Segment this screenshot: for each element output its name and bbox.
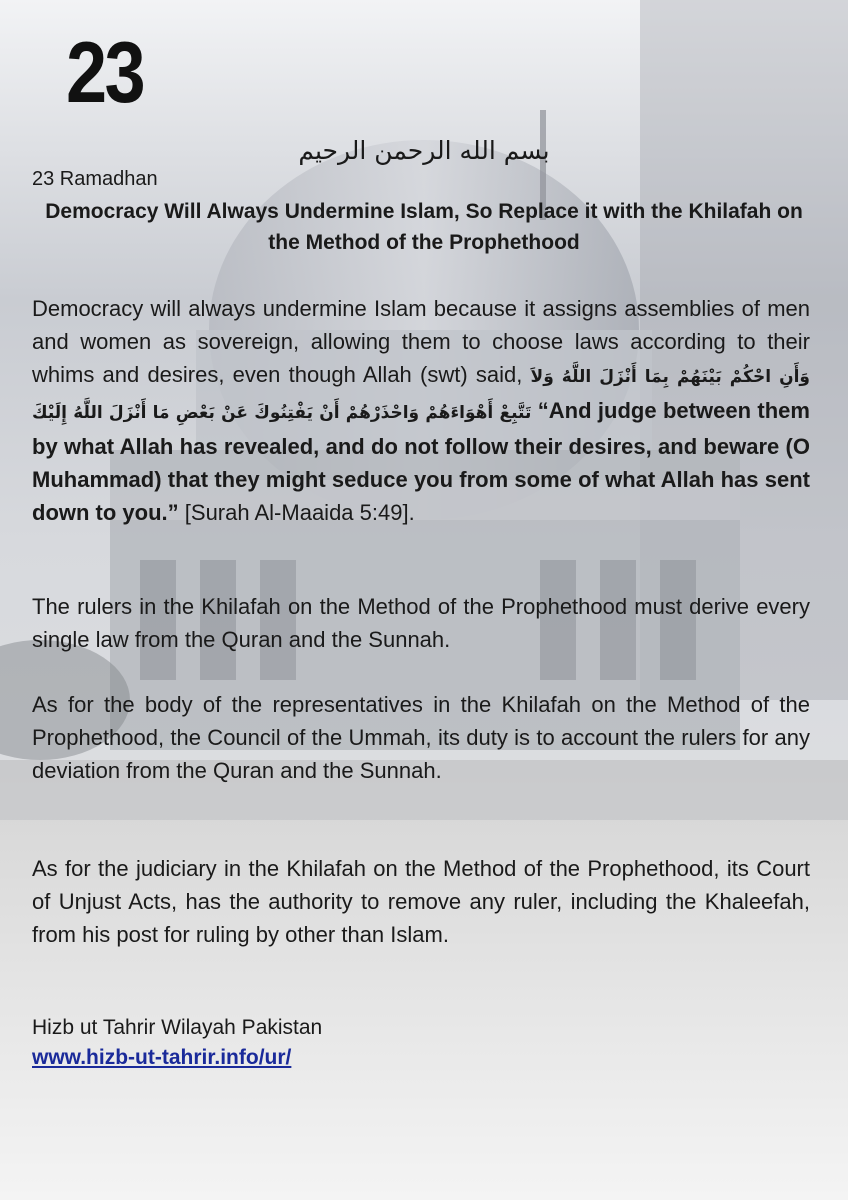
paragraph-rulers: The rulers in the Khilafah on the Method of the Prophethood must derive every single law from the Quran and the Sunnah.	[32, 594, 810, 652]
paragraph-intro: Democracy will always undermine Islam because it assigns assemblies of men and women as sovereign, allowing them to choose laws according to their whims and desires, even though Allah (swt) said,	[32, 296, 810, 387]
footer-website-link[interactable]: www.hizb-ut-tahrir.info/ur/	[32, 1046, 292, 1069]
paragraph-council: As for the body of the representatives in the Khilafah on the Method of the Prophethood, the Council of the Ummah, its duty is to account the rulers for any deviation from the Quran and the Sunnah.	[32, 692, 810, 783]
day-number: 23	[66, 25, 144, 121]
footer-organization: Hizb ut Tahrir Wilayah Pakistan	[32, 1016, 323, 1039]
quran-verse-arabic: وَأَنِ احْكُمْ بَيْنَهُمْ بِمَا أَنْزَلَ اللَّهُ وَلاَ تَتَّبِعْ أَهْوَاءَهُمْ وَاحْذَرْهُمْ أَنْ يَفْتِنُوكَ عَنْ بَعْضِ مَا أَنْزَلَ اللَّهُ إِلَيْكَ	[32, 367, 810, 423]
paragraph-judiciary: As for the judiciary in the Khilafah on the Method of the Prophethood, its Court of Unjust Acts, has the authority to remove any ruler, including the Khaleefah, from his post for ruling by other than Islam.	[32, 856, 810, 947]
quran-reference: [Surah Al-Maaida 5:49].	[184, 500, 415, 525]
quran-verse-translation: “And judge between them by what Allah has revealed, and do not follow their desires, and beware (O Muhammad) that they might seduce you from some of what Allah has sent down to you.”	[32, 398, 810, 525]
paragraph-democracy	[32, 292, 810, 529]
page-title: Democracy Will Always Undermine Islam, So Replace it with the Khilafah on the Method of the Prophethood	[45, 200, 803, 254]
date-line: 23 Ramadhan	[32, 168, 158, 190]
bismillah-heading: بسم الله الرحمن الرحيم	[298, 136, 550, 165]
